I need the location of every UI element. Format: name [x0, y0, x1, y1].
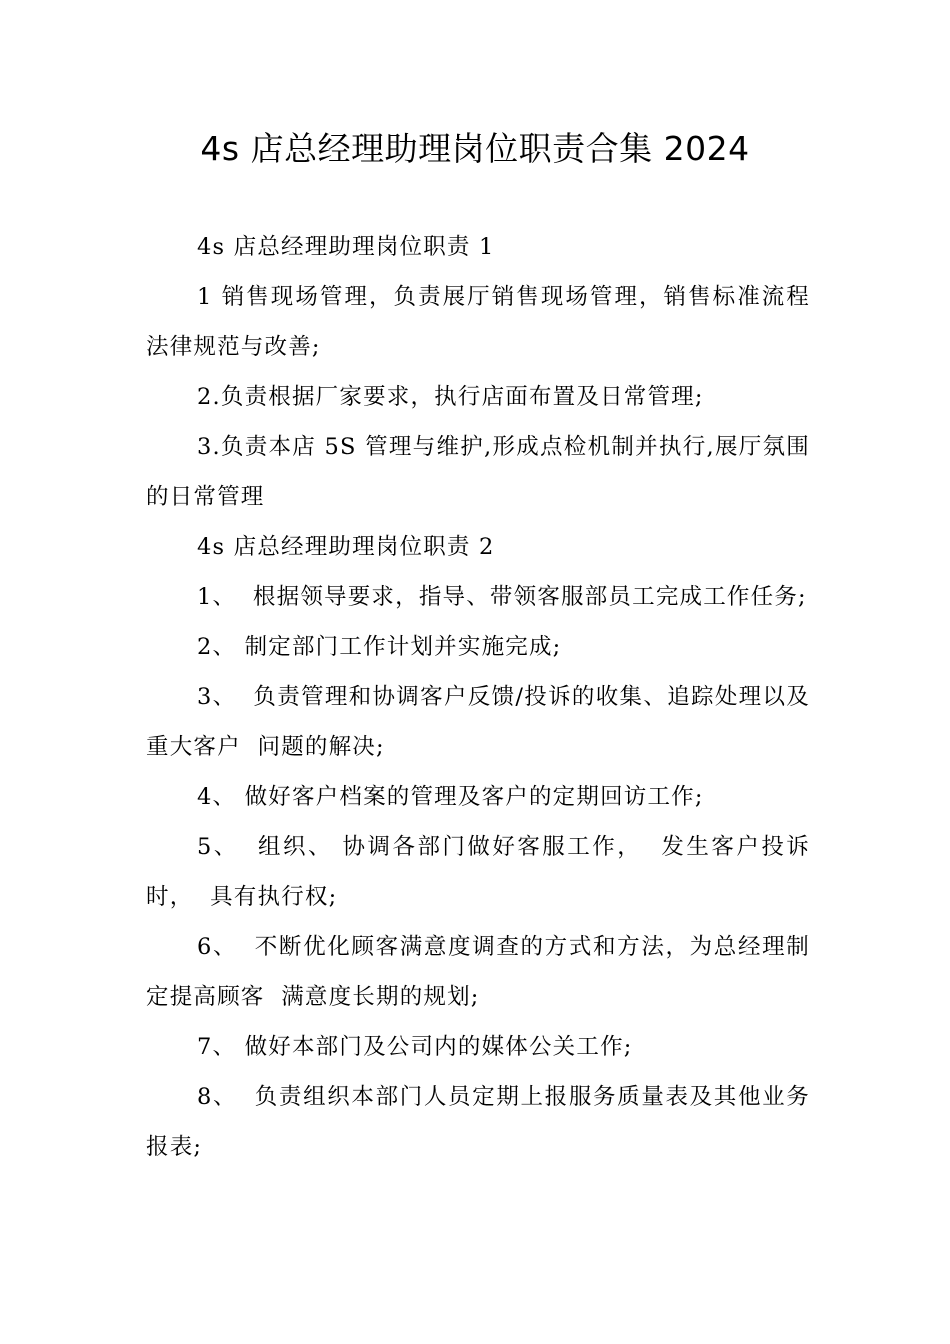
- list-item: 3、 负责管理和协调客户反馈/投诉的收集、追踪处理以及重大客户 问题的解决;: [146, 684, 810, 760]
- list-item: 4、 做好客户档案的管理及客户的定期回访工作;: [197, 784, 704, 810]
- section-heading-1: 4s 店总经理助理岗位职责 1: [197, 234, 495, 260]
- list-item: 8、 负责组织本部门人员定期上报服务质量表及其他业务报表;: [146, 1084, 810, 1160]
- list-item: 5、 组织、 协调各部门做好客服工作， 发生客户投诉时， 具有执行权;: [146, 834, 810, 910]
- list-item: 6、 不断优化顾客满意度调查的方式和方法，为总经理制定提高顾客 满意度长期的规划;: [146, 934, 810, 1010]
- list-item: 1、 根据领导要求，指导、带领客服部员工完成工作任务;: [197, 584, 807, 610]
- paragraph: 1 销售现场管理，负责展厅销售现场管理，销售标准流程法律规范与改善;: [146, 284, 810, 360]
- section-heading-2: 4s 店总经理助理岗位职责 2: [197, 534, 495, 560]
- list-item: 7、 做好本部门及公司内的媒体公关工作;: [197, 1034, 633, 1060]
- document-title: 4s 店总经理助理岗位职责合集 2024: [200, 129, 750, 168]
- document-body: [146, 222, 810, 1172]
- paragraph: 2.负责根据厂家要求，执行店面布置及日常管理;: [197, 384, 704, 410]
- paragraph: 3.负责本店 5S 管理与维护,形成点检机制并执行,展厅氛围的日常管理: [146, 434, 810, 510]
- list-item: 2、 制定部门工作计划并实施完成;: [197, 634, 562, 660]
